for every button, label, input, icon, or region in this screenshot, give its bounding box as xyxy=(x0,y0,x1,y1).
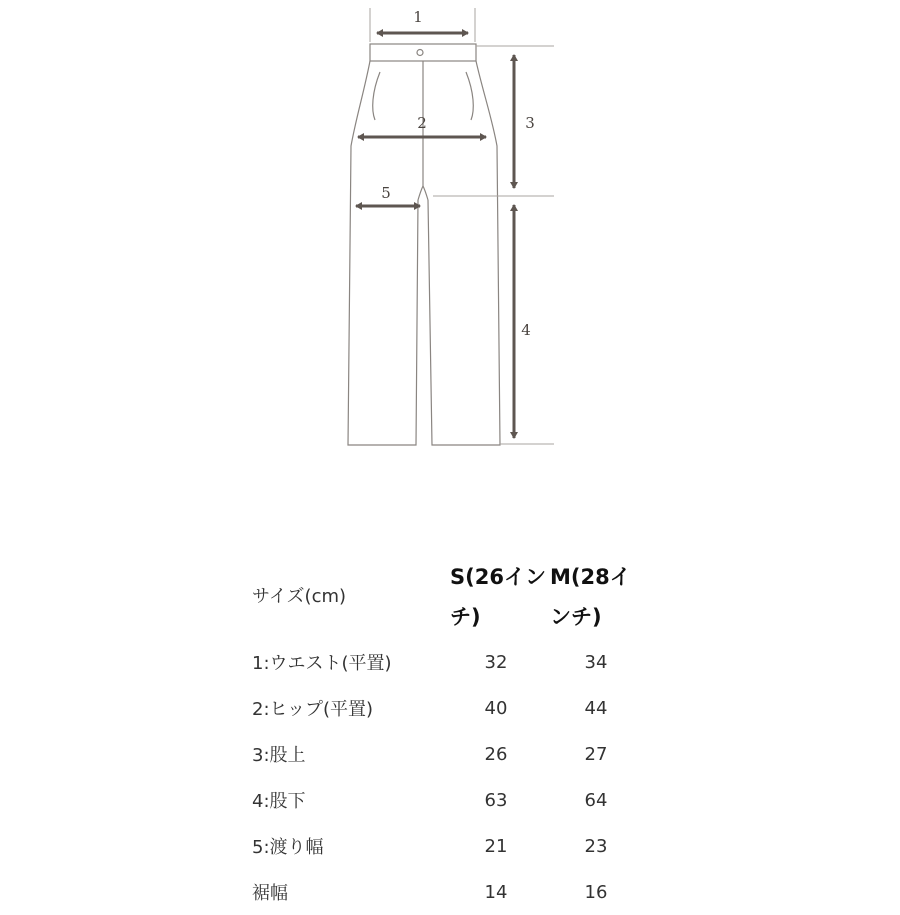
size-header-label: サイズ(cm) xyxy=(252,586,347,607)
table-row xyxy=(252,823,650,869)
value-m: 64 xyxy=(584,789,608,811)
row-label: 裾幅 xyxy=(252,883,288,904)
pants-outline xyxy=(348,44,500,445)
value-s: 32 xyxy=(484,651,508,673)
value-s: 63 xyxy=(484,789,508,811)
value-m: 16 xyxy=(584,881,608,903)
label-3: 3 xyxy=(525,114,535,132)
guide-lines xyxy=(370,8,554,444)
value-m: 44 xyxy=(584,697,608,719)
value-s: 40 xyxy=(484,697,508,719)
right-leg-outline xyxy=(428,61,500,445)
value-s: 26 xyxy=(484,743,508,765)
row-label: 1:ウエスト(平置) xyxy=(252,653,392,674)
crotch-curve xyxy=(418,186,428,200)
table-row xyxy=(252,731,650,777)
column-header-m: M(28インチ) xyxy=(550,565,631,629)
row-label: 4:股下 xyxy=(252,791,306,812)
value-m: 23 xyxy=(584,835,608,857)
table-row xyxy=(252,685,650,731)
label-1: 1 xyxy=(413,8,423,26)
table-row xyxy=(252,639,650,685)
table-header-row xyxy=(252,555,650,639)
column-header-s: S(26インチ) xyxy=(450,565,546,629)
right-pocket xyxy=(466,72,473,120)
value-s: 21 xyxy=(484,835,508,857)
left-leg-outline xyxy=(348,61,418,445)
table-row xyxy=(252,869,650,915)
label-4: 4 xyxy=(521,321,531,339)
size-table xyxy=(252,555,650,915)
label-5: 5 xyxy=(381,184,391,202)
row-label: 3:股上 xyxy=(252,745,306,766)
waist-button xyxy=(417,50,423,56)
value-m: 34 xyxy=(584,651,608,673)
value-s: 14 xyxy=(484,881,508,903)
row-label: 5:渡り幅 xyxy=(252,837,324,858)
label-2: 2 xyxy=(417,114,427,132)
value-m: 27 xyxy=(584,743,608,765)
table-row xyxy=(252,777,650,823)
row-label: 2:ヒップ(平置) xyxy=(252,699,374,720)
measurement-arrows xyxy=(356,33,514,438)
left-pocket xyxy=(373,72,380,120)
